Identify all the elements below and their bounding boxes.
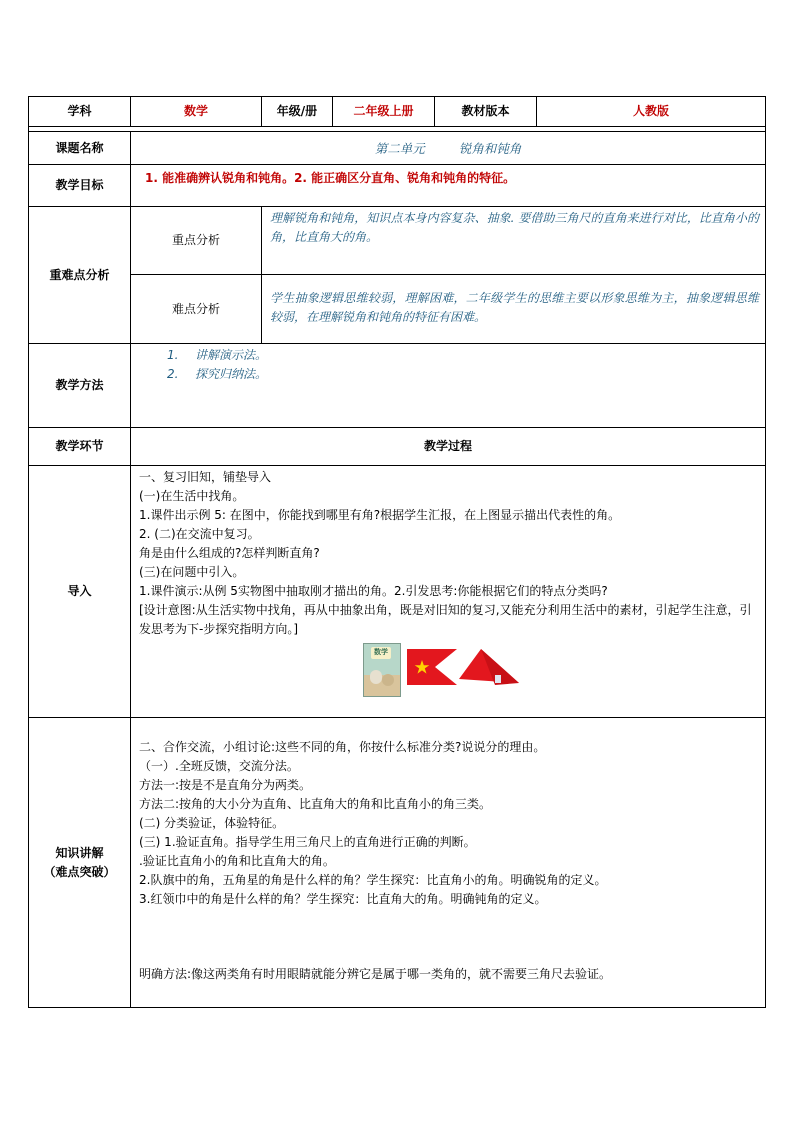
knowledge-line: .验证比直角小的角和比直角大的角。 <box>139 854 335 868</box>
knowledge-line: 2.队旗中的角，五角星的角是什么样的角？学生探究：比直角小的角。明确锐角的定义。 <box>139 873 607 887</box>
difficult-analysis-label: 难点分析 <box>131 275 262 344</box>
topic-title: 锐角和钝角 <box>458 140 522 156</box>
knowledge-row <box>29 718 766 1008</box>
process-title: 教学过程 <box>131 428 766 466</box>
knowledge-line: (三) 1.验证直角。指导学生用三角尺上的直角进行正确的判断。 <box>139 835 476 849</box>
topic-row <box>29 132 766 165</box>
knowledge-line: （一）.全班反馈，交流分法。 <box>139 759 299 773</box>
intro-line: 2. (二)在交流中复习。 <box>139 527 260 541</box>
subject-value: 数学 <box>131 97 262 127</box>
edition-label: 教材版本 <box>435 97 537 127</box>
knowledge-label-line: 知识讲解 <box>55 845 104 860</box>
intro-line: 角是由什么组成的?怎样判断直角? <box>139 546 320 560</box>
grade-label: 年级/册 <box>262 97 333 127</box>
key-analysis-label: 重点分析 <box>131 207 262 275</box>
intro-images <box>139 643 759 683</box>
analysis-label: 重难点分析 <box>29 207 131 344</box>
intro-line: (三)在问题中引入。 <box>139 565 245 579</box>
red-scarf-image <box>459 649 519 685</box>
knowledge-line: 方法二:按角的大小分为直角、比直角大的角和比直角小的角三类。 <box>139 797 492 811</box>
subject-label: 学科 <box>29 97 131 127</box>
goals-label: 教学目标 <box>29 165 131 207</box>
intro-line: 一、复习旧知，铺垫导入 <box>139 470 272 484</box>
methods-label: 教学方法 <box>29 344 131 428</box>
knowledge-line: 方法一:按是不是直角分为两类。 <box>139 778 312 792</box>
intro-line: (一)在生活中找角。 <box>139 489 245 503</box>
knowledge-line: 二、合作交流，小组讨论:这些不同的角，你按什么标准分类?说说分的理由。 <box>139 740 546 754</box>
topic-label: 课题名称 <box>29 132 131 165</box>
method-item: 1. 讲解演示法。 <box>167 348 268 362</box>
topic-value <box>131 132 766 165</box>
intro-label: 导入 <box>29 466 131 718</box>
methods-row <box>29 344 766 428</box>
red-flag-image <box>407 649 457 685</box>
lesson-plan-table <box>28 96 766 1008</box>
key-analysis-text: 理解锐角和钝角，知识点本身内容复杂、抽象. 要借助三角尺的直角来进行对比，比直角小的角，比直角大的角。 <box>262 207 766 275</box>
knowledge-closing: 明确方法:像这两类角有时用眼睛就能分辨它是属于哪一类角的，就不需要三角尺去验证。 <box>139 967 612 981</box>
topic-unit: 第二单元 <box>374 140 425 156</box>
goals-text: 1. 能准确辨认锐角和钝角。2. 能正确区分直角、锐角和钝角的特征。 <box>131 165 766 207</box>
math-textbook-image: 数学 <box>363 643 401 697</box>
intro-content <box>131 466 766 718</box>
process-header-row <box>29 428 766 466</box>
knowledge-line: 3.红领巾中的角是什么样的角？学生探究：比直角大的角。明确钝角的定义。 <box>139 892 547 906</box>
intro-line: [设计意图:从生活实物中找角，再从中抽象出角，既是对旧知的复习,又能充分利用生活中的素材，引起学生注意，引发思考为下-步探究指明方向。] <box>139 603 752 636</box>
methods-list <box>131 344 766 428</box>
knowledge-content <box>131 718 766 1008</box>
analysis-key-row <box>29 207 766 275</box>
intro-line: 1.课件演示:从例 5实物图中抽取刚才描出的角。2.引发思考:你能根据它们的特点分类吗? <box>139 584 608 598</box>
goals-row <box>29 165 766 207</box>
edition-value: 人教版 <box>537 97 766 127</box>
difficult-analysis-text: 学生抽象逻辑思维较弱，理解困难，二年级学生的思维主要以形象思维为主，抽象逻辑思维较弱，在理解锐角和钝角的特征有困难。 <box>262 275 766 344</box>
knowledge-label-line: （难点突破） <box>43 864 116 879</box>
knowledge-line: (二) 分类验证，体验特征。 <box>139 816 285 830</box>
intro-line: 1.课件出示例 5: 在图中，你能找到哪里有角?根据学生汇报，在上图显示描出代表性的角。 <box>139 508 621 522</box>
intro-row <box>29 466 766 718</box>
header-row <box>29 97 766 127</box>
grade-value: 二年级上册 <box>333 97 435 127</box>
knowledge-label <box>29 718 131 1008</box>
method-item: 2. 探究归纳法。 <box>167 367 268 381</box>
process-stage-label: 教学环节 <box>29 428 131 466</box>
analysis-difficult-row <box>29 275 766 344</box>
